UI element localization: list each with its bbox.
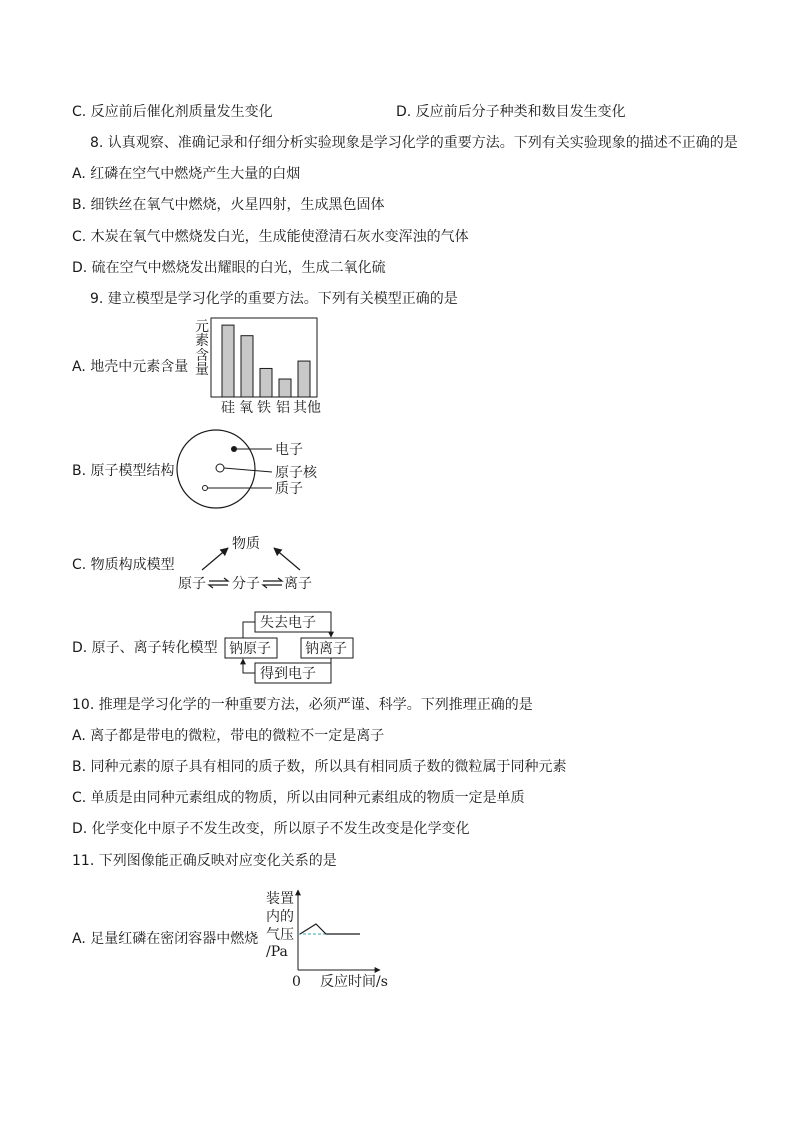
matter-composition-diagram xyxy=(176,532,322,594)
graph-ylabel-line2: 内的 xyxy=(266,909,294,925)
chart-ylabel-char: 含 xyxy=(195,348,209,364)
bar-category-label: 氧 xyxy=(239,400,253,416)
q9-option-b: B. 原子模型结构 xyxy=(72,463,175,479)
gain-to-atom-arrow xyxy=(243,659,255,673)
molecule-ion-fwd-arrow xyxy=(263,578,282,581)
graph-origin-label: 0 xyxy=(292,974,301,990)
bar-0 xyxy=(222,325,234,397)
bar-3 xyxy=(279,379,291,397)
graph-ylabel-line3: 气压 xyxy=(266,927,294,943)
q10-option-b: B. 同种元素的原子具有相同的质子数，所以具有相同质子数的微粒属于同种元素 xyxy=(72,759,567,775)
element-abundance-chart xyxy=(193,316,325,418)
bar-category-label: 其他 xyxy=(293,400,321,416)
q10-option-c: C. 单质是由同种元素组成的物质，所以由同种元素组成的物质一定是单质 xyxy=(72,790,525,806)
matter-molecule-label: 分子 xyxy=(232,576,260,592)
graph-ylabel-line1: 装置 xyxy=(266,891,294,907)
q7-option-d: D. 反应前后分子种类和数目发生变化 xyxy=(396,104,626,120)
q9-option-d: D. 原子、离子转化模型 xyxy=(72,640,218,656)
atom-to-lose-line xyxy=(243,622,255,638)
q7-option-c: C. 反应前后催化剂质量发生变化 xyxy=(72,104,273,120)
q9-option-c: C. 物质构成模型 xyxy=(72,557,175,573)
nucleus-label: 原子核 xyxy=(275,465,317,481)
graph-xlabel: 反应时间/s xyxy=(320,974,388,990)
q8-option-b: B. 细铁丝在氧气中燃烧，火星四射，生成黑色固体 xyxy=(72,197,385,213)
chart-ylabel-char: 素 xyxy=(195,333,209,349)
atom-model-diagram xyxy=(174,428,324,512)
graph-ylabel-line4: /Pa xyxy=(266,944,288,960)
q9-stem: 9. 建立模型是学习化学的重要方法。下列有关模型正确的是 xyxy=(90,291,458,307)
sodium-atom-label: 钠原子 xyxy=(229,641,271,657)
pressure-time-graph xyxy=(262,884,396,990)
bar-2 xyxy=(260,368,272,397)
bar-1 xyxy=(241,336,253,397)
lose-electron-label: 失去电子 xyxy=(260,615,316,631)
chart-ylabel-char: 量 xyxy=(195,362,209,378)
q8-stem: 8. 认真观察、准确记录和仔细分析实验现象是学习化学的重要方法。下列有关实验现象的描述不正确的是 xyxy=(90,135,738,151)
q9-option-a: A. 地壳中元素含量 xyxy=(72,359,189,375)
bar-category-label: 铝 xyxy=(276,400,290,416)
q10-option-a: A. 离子都是带电的微粒，带电的微粒不一定是离子 xyxy=(72,728,385,744)
atom-to-matter-arrow xyxy=(202,548,228,570)
chart-ylabel-char: 元 xyxy=(195,319,209,335)
q11-stem: 11. 下列图像能正确反映对应变化关系的是 xyxy=(72,853,337,869)
bar-category-label: 铁 xyxy=(257,400,271,416)
q10-option-d: D. 化学变化中原子不发生改变，所以原子不发生改变是化学变化 xyxy=(72,821,470,837)
proton-label: 质子 xyxy=(275,481,303,497)
matter-ion-label: 离子 xyxy=(284,576,312,592)
proton-dot xyxy=(203,486,208,491)
gain-electron-label: 得到电子 xyxy=(260,666,316,682)
q8-option-a: A. 红磷在空气中燃烧产生大量的白烟 xyxy=(72,166,301,182)
matter-atom-label: 原子 xyxy=(178,576,206,592)
atom-molecule-fwd-arrow xyxy=(209,578,228,581)
nucleus-dot xyxy=(216,464,224,472)
ion-to-matter-arrow xyxy=(274,548,300,570)
q8-option-d: D. 硫在空气中燃烧发出耀眼的白光，生成二氧化硫 xyxy=(72,260,386,276)
q11-option-a: A. 足量红磷在密闭容器中燃烧 xyxy=(72,931,259,947)
atom-molecule-back-arrow xyxy=(209,585,228,588)
graph-pressure-curve xyxy=(300,924,360,934)
molecule-ion-back-arrow xyxy=(263,585,282,588)
matter-top-label: 物质 xyxy=(232,536,260,552)
bar-category-label: 硅 xyxy=(221,400,235,416)
q10-stem: 10. 推理是学习化学的一种重要方法，必须严谨、科学。下列推理正确的是 xyxy=(72,697,533,713)
sodium-ion-label: 钠离子 xyxy=(305,641,347,657)
q8-option-c: C. 木炭在氧气中燃烧发白光，生成能使澄清石灰水变浑浊的气体 xyxy=(72,229,469,245)
ion-conversion-diagram xyxy=(223,610,357,684)
bar-4 xyxy=(298,361,310,397)
electron-label: 电子 xyxy=(275,442,303,458)
nucleus-pointer xyxy=(224,468,272,472)
